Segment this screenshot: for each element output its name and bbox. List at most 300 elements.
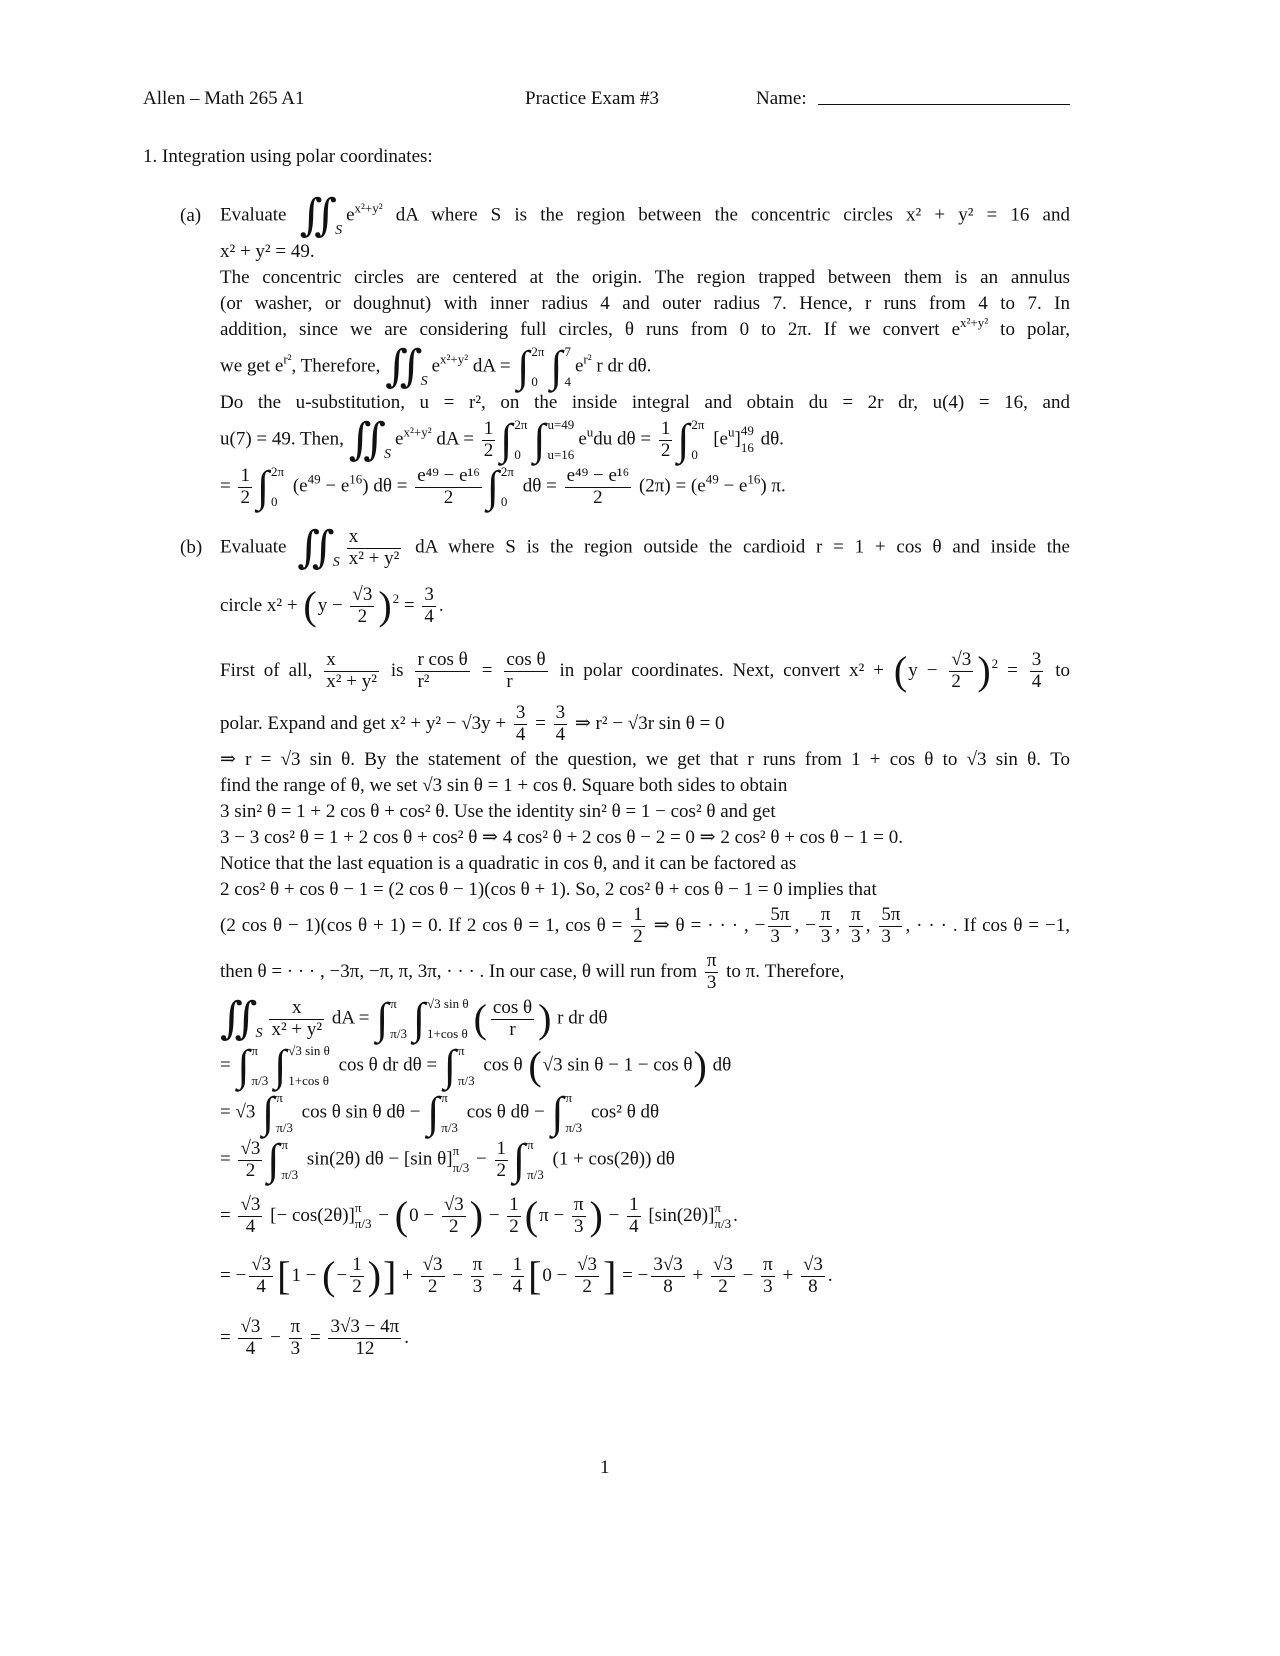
upper-limit: 2π: [531, 344, 545, 359]
lower-limit: 0: [531, 373, 538, 389]
math-text: dA where S is the region between the concentric circles x² + y² = 16 and: [382, 204, 1070, 226]
solution-line-e7: [220, 1317, 409, 1360]
denominator: 3: [573, 1215, 584, 1237]
math-text: −: [336, 1264, 348, 1286]
integral: [443, 1041, 477, 1090]
math-text: 3 sin² θ = 1 + 2 cos θ + cos² θ. Use the identity sin² θ = 1 − cos² θ and get: [220, 801, 776, 822]
math-text: =: [220, 1326, 236, 1348]
upper-limit: u=49: [547, 417, 575, 432]
math-text: cos² θ dθ: [586, 1101, 660, 1123]
fraction: [511, 1255, 525, 1298]
math-text: Evaluate: [220, 536, 298, 558]
math-text: r dr dθ: [552, 1007, 608, 1029]
fraction: [238, 1317, 262, 1360]
superscript: u: [586, 424, 594, 440]
integration-region: S: [335, 223, 343, 238]
part-a-label: (a): [180, 205, 202, 226]
fraction: [651, 1255, 684, 1298]
denominator: 2: [951, 670, 961, 692]
integral-limits: [529, 345, 546, 389]
denominator: 2: [509, 1215, 519, 1237]
superscript: x²+y²: [403, 424, 432, 440]
upper-limit: π: [452, 1143, 460, 1159]
course-name: Allen – Math 265 A1: [143, 88, 305, 109]
lower-limit: π/3: [527, 1166, 544, 1182]
fraction: [421, 1255, 445, 1298]
integral: [677, 415, 706, 464]
denominator: 8: [663, 1275, 673, 1297]
numerator: cos θ: [492, 996, 533, 1018]
superscript: x²+y²: [440, 351, 469, 367]
solution-line-b4: [220, 703, 725, 746]
integration-region: S: [255, 1026, 263, 1041]
evaluation-limits: [741, 423, 754, 457]
fraction: [347, 527, 402, 570]
math-text: −: [737, 1264, 759, 1286]
lower-limit: π/3: [251, 1072, 269, 1088]
math-text: = √3: [220, 1101, 261, 1123]
upper-limit: 2π: [514, 417, 528, 432]
math-text: dθ =: [517, 475, 562, 497]
integral-limits: [564, 1091, 585, 1135]
fraction: [659, 419, 673, 462]
fraction: [819, 905, 833, 948]
large-bracket: ): [469, 1193, 484, 1239]
denominator: 2: [660, 439, 671, 461]
math-text: =: [220, 1204, 236, 1226]
math-text: ) dθ =: [362, 475, 413, 497]
denominator: 8: [808, 1275, 818, 1297]
integral: [376, 994, 409, 1043]
math-text: (2π) = (e: [634, 475, 706, 497]
upper-limit: π: [714, 1199, 721, 1215]
large-bracket: (: [524, 1193, 539, 1239]
math-text: − e: [320, 475, 350, 497]
solution-line-a6: [220, 342, 652, 391]
math-text: π −: [539, 1204, 569, 1226]
numerator: √3: [577, 1254, 598, 1275]
math-text: .: [733, 1204, 738, 1226]
lower-limit: π/3: [281, 1166, 299, 1182]
upper-limit: π: [565, 1090, 573, 1105]
math-text: −: [603, 1204, 625, 1226]
math-text: Evaluate: [220, 204, 300, 226]
denominator: 2: [352, 1275, 362, 1297]
math-text: [sin(2θ)]: [643, 1204, 715, 1226]
superscript: x²+y²: [354, 200, 383, 216]
fraction: [801, 1255, 825, 1298]
math-text: to polar,: [988, 319, 1070, 340]
math-text: =: [399, 594, 420, 616]
lower-limit: 0: [271, 493, 278, 509]
large-bracket: ): [589, 1193, 603, 1239]
lower-limit: π/3: [390, 1025, 407, 1041]
solution-line-a2: [220, 241, 315, 264]
math-text: .: [438, 594, 444, 616]
math-text: The concentric circles are centered at the origin. The region trapped between them is an annulus: [220, 267, 1070, 288]
fraction: [575, 1255, 599, 1298]
lower-limit: π/3: [714, 1216, 732, 1232]
integral-sign-icon: ∫: [500, 415, 513, 464]
evaluation-limits: [355, 1200, 372, 1234]
denominator: 2: [718, 1275, 728, 1297]
fraction: [504, 650, 547, 693]
denominator: 2: [582, 1275, 592, 1297]
math-text: 3 − 3 cos² θ = 1 + 2 cos θ + cos² θ ⇒ 4 cos² θ + 2 cos θ − 2 = 0 ⇒ 2 cos² θ + cos θ − 1 = 0.: [220, 827, 904, 848]
fraction: [238, 466, 252, 509]
math-text: ⇒ θ = · · · , −: [647, 914, 766, 936]
math-text: we get e: [220, 355, 284, 377]
integral-sign-icon: ∫: [274, 1041, 287, 1090]
math-text: is: [381, 659, 413, 681]
double-integral-sign-icon: ∬: [385, 342, 423, 391]
math-text: +: [777, 1264, 798, 1286]
integral: [533, 415, 576, 464]
exam-title: Practice Exam #3: [525, 88, 660, 109]
math-text: Notice that the last equation is a quadratic in cos θ, and it can be factored as: [220, 853, 797, 874]
upper-limit: π: [354, 1199, 362, 1215]
fraction: [627, 1195, 641, 1238]
numerator: 3: [424, 584, 434, 605]
denominator: 4: [515, 723, 526, 745]
math-text: 0 −: [542, 1264, 573, 1286]
math-text: =: [998, 659, 1027, 681]
denominator: 2: [357, 605, 368, 627]
integral: [513, 1135, 546, 1184]
integral-limits: [562, 345, 573, 389]
fraction: [442, 1195, 466, 1238]
math-text: circle x² +: [220, 594, 303, 616]
denominator: 2: [427, 1275, 438, 1297]
math-text: e: [574, 355, 584, 377]
large-bracket: ]: [603, 1253, 617, 1299]
solution-line-e1: [220, 994, 608, 1043]
solution-line-a5: [220, 315, 1070, 342]
numerator: 1: [352, 1254, 362, 1275]
integral-limits: [388, 997, 409, 1041]
evaluation-limits: [714, 1200, 731, 1234]
math-text: du dθ =: [593, 428, 656, 450]
math-text: ⇒ r = √3 sin θ. By the statement of the question, we get that r runs from 1 + cos θ to √3 sin θ. To: [220, 749, 1070, 770]
numerator: 5π: [881, 904, 901, 925]
solution-line-a1: [220, 191, 1070, 240]
math-text: ) π.: [760, 475, 786, 497]
math-text: r dr dθ.: [591, 355, 652, 377]
fraction: [949, 650, 973, 693]
large-bracket: ): [977, 648, 991, 694]
lower-limit: π/3: [354, 1216, 372, 1232]
double-integral-sign-icon: ∬: [297, 523, 335, 572]
math-text: sin(2θ) dθ − [sin θ]: [302, 1148, 453, 1170]
integral-limits: [689, 418, 706, 462]
integral: [550, 342, 573, 391]
lower-limit: π/3: [276, 1119, 293, 1135]
math-text: dA =: [327, 1007, 375, 1029]
math-text: = −: [617, 1264, 649, 1286]
numerator: 3: [555, 702, 566, 723]
numerator: 1: [512, 1254, 523, 1275]
fraction: [495, 1139, 509, 1182]
fraction: [491, 998, 534, 1041]
integral: [551, 1088, 584, 1137]
numerator: √3: [712, 1254, 733, 1275]
large-bracket: ]: [383, 1253, 397, 1299]
large-bracket: ): [378, 583, 392, 629]
denominator: 3: [763, 1275, 773, 1297]
question-title: 1. Integration using polar coordinates:: [143, 146, 433, 167]
integral-sign-icon: ∫: [443, 1041, 456, 1090]
superscript: x²+y²: [960, 315, 989, 331]
numerator: √3: [352, 584, 373, 605]
math-text: y −: [908, 659, 947, 681]
fraction: [565, 466, 632, 509]
fraction: [879, 905, 902, 948]
fraction: [350, 585, 374, 628]
lower-limit: u=16: [547, 446, 575, 462]
math-text: dA =: [431, 428, 479, 450]
double-integral: [297, 523, 340, 572]
math-text: = −: [220, 1264, 247, 1286]
math-text: [− cos(2θ)]: [265, 1204, 355, 1226]
solution-line-b5: [220, 749, 1070, 772]
denominator: 2: [593, 486, 603, 508]
denominator: 4: [424, 605, 434, 627]
math-text: .: [827, 1264, 833, 1286]
fraction: [328, 1317, 401, 1360]
upper-limit: π: [281, 1137, 289, 1152]
math-text: cos θ dr dθ =: [333, 1054, 442, 1076]
fraction: [238, 1195, 262, 1238]
integral: [267, 1135, 300, 1184]
math-text: to π. Therefore,: [721, 960, 845, 982]
integral-limits: [274, 1091, 295, 1135]
integral-limits: [250, 1044, 271, 1088]
large-bracket: [: [528, 1253, 542, 1299]
double-integral: [385, 342, 428, 391]
solution-line-a9: [220, 462, 786, 511]
superscript: 49: [705, 471, 719, 487]
solution-line-b2: [220, 585, 444, 628]
denominator: 2: [240, 486, 250, 508]
double-integral: [299, 191, 343, 240]
solution-line-a3: [220, 267, 1070, 290]
upper-limit: 2π: [691, 417, 705, 432]
numerator: e⁴⁹ − e¹⁶: [566, 464, 630, 486]
integration-region: S: [384, 447, 392, 462]
numerator: 1: [629, 1194, 639, 1215]
math-text: −: [373, 1204, 394, 1226]
solution-line-e4: [220, 1135, 675, 1184]
fraction: [249, 1255, 273, 1298]
denominator: 4: [1031, 670, 1042, 692]
numerator: √3: [443, 1194, 464, 1215]
fraction: [514, 703, 528, 746]
integral: [517, 342, 546, 391]
integral-sign-icon: ∫: [412, 994, 426, 1043]
fraction: [482, 419, 496, 462]
large-bracket: (: [303, 583, 317, 629]
math-text: ,: [835, 914, 847, 936]
numerator: π: [573, 1194, 584, 1215]
math-text: then θ = · · · , −3π, −π, π, 3π, · · · . In our case, θ will run from: [220, 960, 702, 982]
numerator: 1: [509, 1194, 519, 1215]
upper-limit: √3 sin θ: [427, 996, 469, 1011]
integral: [262, 1088, 295, 1137]
upper-limit: 7: [564, 344, 571, 359]
numerator: x: [269, 998, 324, 1020]
evaluation-limits: [453, 1143, 470, 1177]
denominator: 12: [355, 1337, 375, 1359]
lower-limit: π/3: [457, 1072, 475, 1088]
numerator: 3√3: [653, 1254, 683, 1275]
math-text: cos θ sin θ dθ −: [296, 1101, 426, 1123]
integral-limits: [525, 1138, 546, 1182]
math-text: dθ: [707, 1054, 732, 1076]
large-bracket: (: [394, 1193, 409, 1239]
integral: [427, 1088, 460, 1137]
solution-line-e2: [220, 1041, 732, 1090]
denominator: 3: [881, 925, 891, 947]
denominator: 2: [496, 1159, 506, 1181]
denominator: 3: [820, 925, 831, 947]
lower-limit: 16: [740, 440, 754, 455]
denominator: 2: [633, 925, 643, 947]
numerator: 5π: [770, 904, 790, 925]
fraction: [238, 1139, 262, 1182]
denominator: 3: [706, 971, 717, 993]
numerator: 3: [515, 702, 526, 723]
solution-line-b12: [220, 951, 844, 994]
math-text: cos θ: [478, 1054, 528, 1076]
fraction: [768, 905, 791, 948]
superscript: 16: [747, 471, 761, 487]
integral-limits: [545, 418, 576, 462]
numerator: 1: [660, 417, 671, 439]
integral-sign-icon: ∫: [677, 415, 690, 464]
superscript: 2: [392, 590, 400, 606]
denominator: 2: [483, 439, 494, 461]
math-text: Do the u-substitution, u = r², on the inside integral and obtain du = 2r dr, u(4) = 16, and: [220, 392, 1070, 413]
numerator: √3: [240, 1194, 261, 1215]
math-text: , −: [794, 914, 816, 936]
denominator: 4: [629, 1215, 639, 1237]
integral-sign-icon: ∫: [550, 342, 563, 391]
math-text: =: [305, 1326, 326, 1348]
math-text: √3 sin θ − 1 − cos θ: [542, 1054, 693, 1076]
integral-limits: [286, 1044, 332, 1088]
numerator: 3√3 − 4π: [330, 1316, 400, 1337]
numerator: π: [763, 1254, 773, 1275]
math-text: +: [397, 1264, 418, 1286]
math-text: [e: [708, 428, 728, 450]
denominator: 2: [449, 1215, 459, 1237]
integral-sign-icon: ∫: [533, 415, 546, 464]
large-bracket: (: [322, 1253, 336, 1299]
superscript: r²: [583, 351, 592, 367]
math-text: 2 cos² θ + cos θ − 1 = (2 cos θ − 1)(cos θ + 1). So, 2 cos² θ + cos θ − 1 = 0 implies that: [220, 879, 877, 900]
integral-sign-icon: ∫: [513, 1135, 526, 1184]
numerator: √3: [422, 1254, 443, 1275]
upper-limit: π: [527, 1137, 534, 1152]
math-text: (1 + cos(2θ)) dθ: [547, 1148, 675, 1170]
numerator: π: [851, 904, 861, 925]
math-text: 1 −: [291, 1264, 322, 1286]
integral-sign-icon: ∫: [256, 462, 270, 511]
fraction: [350, 1255, 364, 1298]
numerator: √3: [240, 1316, 261, 1337]
fraction: [572, 1195, 586, 1238]
solution-line-b9: [220, 853, 796, 876]
upper-limit: 2π: [271, 464, 285, 479]
fraction: [1030, 650, 1044, 693]
upper-limit: π: [441, 1090, 448, 1105]
math-text: to: [1046, 659, 1070, 681]
integral-sign-icon: ∫: [262, 1088, 275, 1137]
integral-limits: [512, 418, 529, 462]
integral-limits: [279, 1138, 300, 1182]
fraction: [705, 951, 719, 994]
integral-sign-icon: ∫: [486, 462, 499, 511]
math-text: dθ.: [755, 428, 784, 450]
math-text: e: [346, 204, 355, 226]
lower-limit: 0: [514, 446, 521, 462]
math-text: dA where S is the region outside the cardioid r = 1 + cos θ and inside the: [404, 536, 1070, 558]
fraction: [507, 1195, 521, 1238]
fraction: [631, 905, 645, 948]
math-text: x² + y² = 49.: [220, 241, 315, 262]
superscript: r²: [283, 351, 292, 367]
integral: [500, 415, 529, 464]
numerator: π: [820, 904, 831, 925]
solution-line-e5: [220, 1195, 738, 1238]
fraction: [324, 650, 379, 693]
math-text: =: [220, 1054, 236, 1076]
integral-sign-icon: ∫: [237, 1041, 250, 1090]
numerator: x: [324, 650, 379, 672]
math-text: −: [447, 1264, 468, 1286]
math-text: e: [578, 428, 587, 450]
denominator: 4: [555, 723, 566, 745]
large-bracket: (: [473, 996, 487, 1041]
numerator: x: [347, 527, 402, 549]
integral-limits: [499, 465, 516, 509]
math-text: , · · · . If cos θ = −1,: [905, 914, 1070, 936]
superscript: 16: [349, 471, 363, 487]
fraction: [289, 1317, 303, 1360]
large-bracket: (: [528, 1043, 542, 1088]
numerator: π: [706, 950, 717, 971]
page-number: 1: [600, 1457, 610, 1478]
denominator: x² + y²: [271, 1018, 323, 1040]
integral-sign-icon: ∫: [376, 994, 389, 1043]
numerator: 1: [633, 904, 643, 925]
math-text: 0 −: [409, 1204, 439, 1226]
fraction: [711, 1255, 735, 1298]
upper-limit: π: [390, 996, 397, 1011]
integral-limits: [269, 465, 286, 509]
lower-limit: 0: [500, 493, 508, 509]
denominator: 2: [245, 1159, 256, 1181]
math-text: addition, since we are considering full circles, θ runs from 0 to 2π. If we convert e: [220, 319, 961, 340]
numerator: cos θ: [506, 649, 546, 670]
solution-line-a4: [220, 293, 1070, 316]
name-field-line: [818, 104, 1070, 105]
numerator: 1: [483, 417, 494, 439]
upper-limit: 2π: [500, 464, 514, 479]
double-integral-sign-icon: ∬: [220, 994, 258, 1043]
double-integral: [220, 994, 263, 1043]
denominator: 4: [512, 1275, 523, 1297]
